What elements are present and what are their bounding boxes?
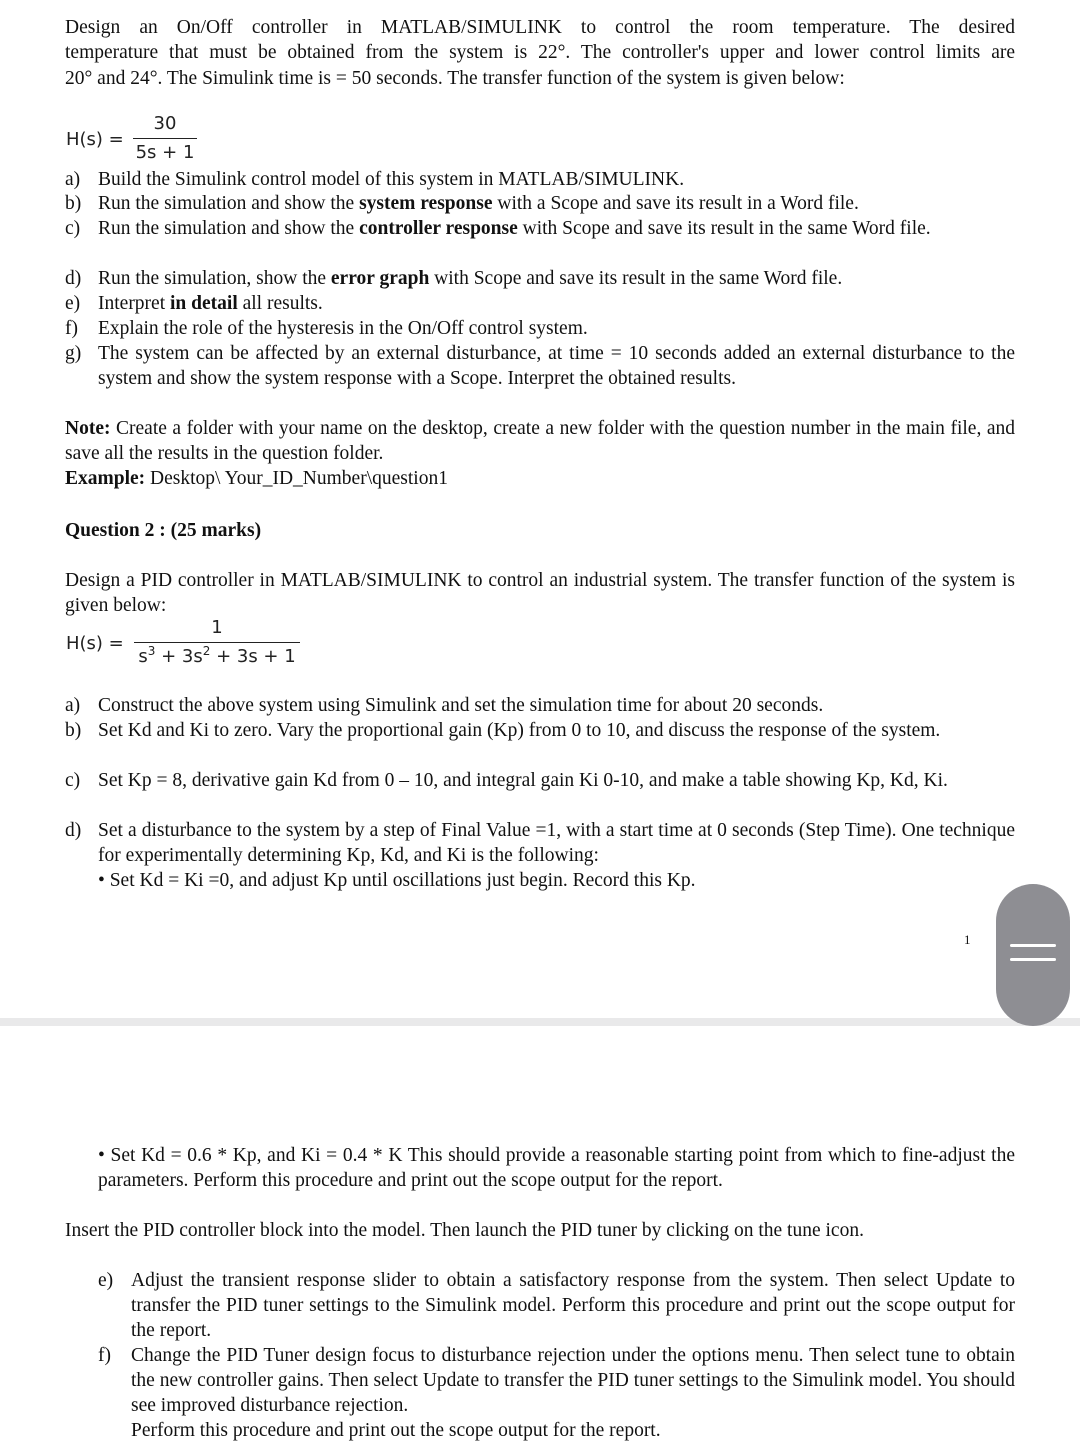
item-label: d): [65, 820, 82, 841]
q2-item-c: [65, 768, 1015, 818]
q1-intro-line-1: Design an On/Off controller in MATLAB/SIMULINK to control the room temperature. The desired: [65, 17, 1015, 38]
q2-d-bullet: • Set Kd = Ki =0, and adjust Kp until oscillations just begin. Record this Kp.: [98, 870, 696, 891]
item-text: Adjust the transient response slider to obtain a satisfactory response from the system. Then select Update to transfer the PID tuner settings to the Simulink model. Perform this procedure and print out the scope output for the report.: [131, 1270, 1015, 1341]
p2-item-e: [98, 1268, 1015, 1343]
item-label: g): [65, 343, 82, 364]
q1-tf-denominator: 5s + 1: [135, 142, 195, 163]
q1-item-e: [65, 291, 1015, 316]
scroll-handle[interactable]: [996, 884, 1070, 1026]
q1-intro-line-3: 20° and 24°. The Simulink time is = 50 seconds. The transfer function of the system is given below:: [65, 68, 845, 89]
emphasis-text: in detail: [170, 293, 238, 314]
item-text: [98, 316, 1015, 341]
q1-transfer-function: [133, 112, 197, 165]
item-label: c): [65, 218, 81, 239]
item-label: b): [65, 193, 82, 214]
emphasis-text: error graph: [330, 268, 430, 289]
item-text: Set a disturbance to the system by a step of Final Value =1, with a start time at 0 seconds (Step Time). One technique for experimentally determining Kp, Kd, and Ki is the following:: [98, 820, 1015, 866]
item-label: a): [65, 695, 81, 716]
example-line: [65, 466, 448, 491]
q2-item-b: [65, 718, 1015, 768]
item-text-run: Explain the role of the hysteresis in the On/Off control system.: [98, 318, 588, 339]
q2-tf-lhs: H(s) =: [66, 633, 124, 654]
q1-item-g: [65, 341, 1015, 391]
p2-bullet: • Set Kd = 0.6 * Kp, and Ki = 0.4 * K This should provide a reasonable starting point from which to fine-adjust the parameters. Perform this procedure and print out the scope output for the report.: [98, 1145, 1015, 1191]
item-text-run: Run the simulation, show the: [98, 268, 331, 289]
example-text: Desktop\ Your_ID_Number\question1: [145, 468, 448, 489]
item-text: [98, 167, 1015, 192]
item-label: a): [65, 169, 81, 190]
item-text-run: Build the Simulink control model of this system in MATLAB/SIMULINK.: [98, 169, 685, 190]
item-label: e): [98, 1270, 114, 1291]
item-text: Set Kd and Ki to zero. Vary the proportional gain (Kp) from 0 to 10, and discuss the response of the system.: [98, 720, 941, 741]
item-text-run: all results.: [237, 293, 323, 314]
q1-item-d: [65, 266, 1015, 291]
page-number: 1: [964, 932, 971, 947]
item-text-run: with Scope and save its result in the same Word file.: [517, 218, 931, 239]
item-label: c): [65, 770, 81, 791]
q2-transfer-function: [134, 616, 300, 669]
note-paragraph: [65, 416, 1015, 466]
emphasis-text: system response: [359, 193, 493, 214]
q2-heading: Question 2 : (25 marks): [65, 520, 262, 541]
item-text: [98, 341, 1015, 391]
item-text-run: Interpret: [98, 293, 171, 314]
item-label: d): [65, 268, 82, 289]
item-label: f): [98, 1345, 111, 1366]
document-page-2: [0, 1026, 1080, 1446]
item-text-run: with a Scope and save its result in a Word file.: [492, 193, 859, 214]
q1-tf-numerator: 30: [153, 113, 177, 134]
item-text: [98, 291, 1015, 316]
item-text-run: with Scope and save its result in the same Word file.: [429, 268, 843, 289]
q2-item-d: [65, 818, 1015, 868]
item-label: b): [65, 720, 82, 741]
item-text-run: The system can be affected by an external disturbance, at time = 10 seconds added an external disturbance to the system and show the system response with a Scope. Interpret the obtained results.: [98, 343, 1015, 389]
fraction-bar: [133, 138, 197, 139]
item-text: Construct the above system using Simulink and set the simulation time for about 20 seconds.: [98, 695, 824, 716]
item-text: [98, 191, 1015, 216]
q2-item-a: [65, 693, 1015, 718]
q2-tf-numerator: 1: [211, 617, 223, 638]
grip-icon: [1010, 958, 1056, 961]
item-label: e): [65, 293, 81, 314]
item-text: Set Kp = 8, derivative gain Kd from 0 – 10, and integral gain Ki 0-10, and make a table showing Kp, Kd, Ki.: [98, 770, 948, 791]
item-text: Change the PID Tuner design focus to disturbance rejection under the options menu. Then select tune to obtain the new controller gains. Then select Update to transfer the PID tuner settings to the Simulink model. You should see improved disturbance rejection.: [131, 1345, 1015, 1416]
item-label: f): [65, 318, 78, 339]
note-label: Note:: [65, 418, 111, 439]
q1-item-b: [65, 191, 1015, 216]
q2-intro: Design a PID controller in MATLAB/SIMULINK to control an industrial system. The transfer function of the system is given below:: [65, 570, 1015, 616]
item-text-run: Run the simulation and show the: [98, 193, 360, 214]
q1-item-a: [65, 167, 1015, 192]
item-text-run: Run the simulation and show the: [98, 218, 360, 239]
example-label: Example:: [65, 468, 146, 489]
insert-instruction: Insert the PID controller block into the model. Then launch the PID tuner by clicking on the tune icon.: [65, 1220, 864, 1241]
q1-item-c: [65, 216, 1015, 266]
p2-item-f: [98, 1343, 1015, 1418]
grip-icon: [1010, 944, 1056, 947]
item-text: [98, 216, 1015, 241]
p2-f-extra: Perform this procedure and print out the scope output for the report.: [131, 1420, 661, 1441]
q2-tf-denominator: $s^3 + 3s^2 + 3s + 1$: [138, 644, 296, 667]
fraction-bar: [134, 642, 300, 643]
q1-item-f: [65, 316, 1015, 341]
note-text: Create a folder with your name on the desktop, create a new folder with the question number in the main file, and save all the results in the question folder.: [65, 418, 1015, 464]
page-separator: [0, 1018, 1080, 1026]
emphasis-text: controller response: [359, 218, 518, 239]
q1-intro-line-2: temperature that must be obtained from the system is 22°. The controller's upper and lower control limits are: [65, 42, 1015, 63]
item-text: [98, 266, 1015, 291]
q1-tf-lhs: H(s) =: [66, 129, 124, 150]
